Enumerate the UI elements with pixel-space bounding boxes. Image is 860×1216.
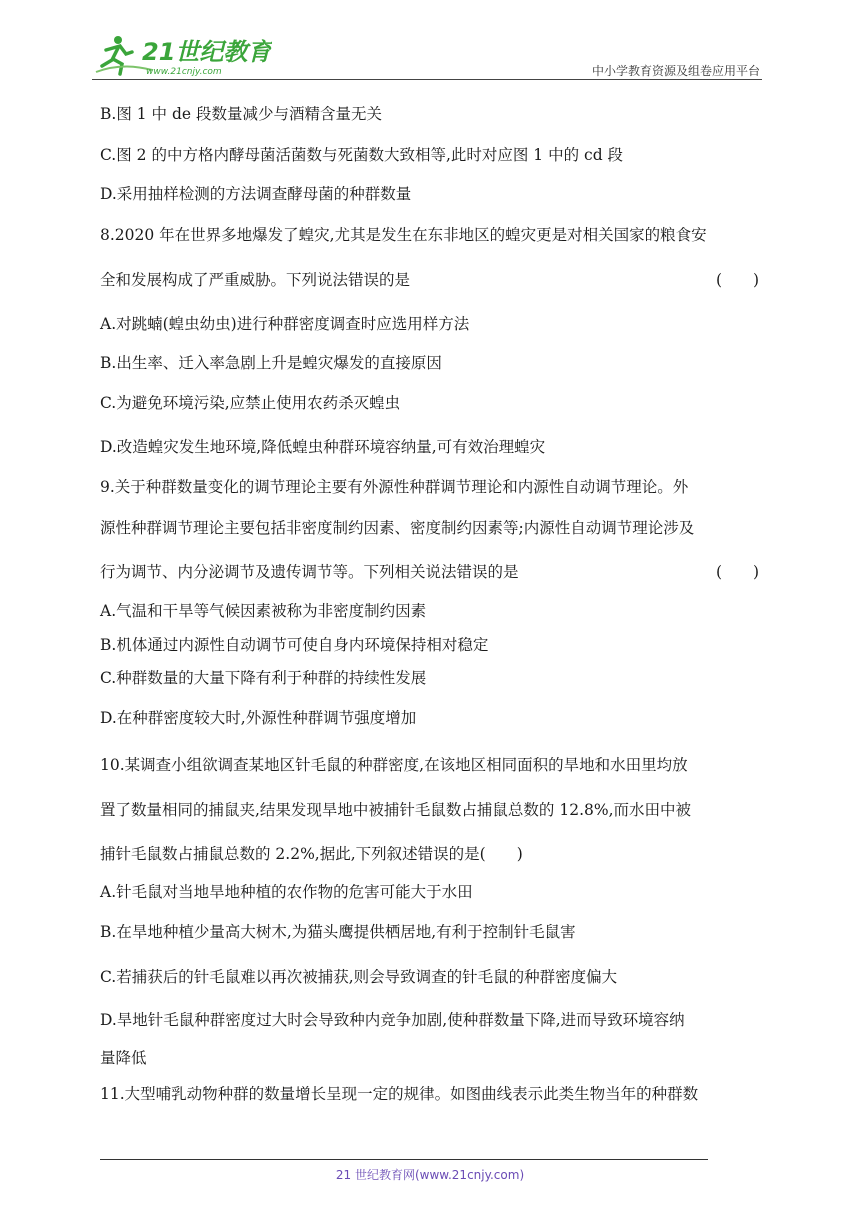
logo-text: 21世纪教育: [142, 38, 272, 66]
answer-paren: ( ): [716, 271, 760, 289]
site-logo[interactable]: [92, 32, 272, 78]
text-line: B.图 1 中 de 段数量减少与酒精含量无关: [100, 105, 382, 123]
question-8-line-1: 8.2020 年在世界多地爆发了蝗灾,尤其是发生在东非地区的蝗灾更是对相关国家的粮食安: [100, 226, 707, 244]
footer-divider: [100, 1159, 708, 1160]
option-b: B.出生率、迁入率急剧上升是蝗灾爆发的直接原因: [100, 354, 442, 372]
option-a: A.气温和干旱等气候因素被称为非密度制约因素: [100, 602, 427, 620]
question-9-line-1: 9.关于种群数量变化的调节理论主要有外源性种群调节理论和内源性自动调节理论。外: [100, 478, 689, 496]
logo-url: www.21cnjy.com: [146, 67, 222, 77]
option-c: C.种群数量的大量下降有利于种群的持续性发展: [100, 669, 427, 687]
option-c: C.为避免环境污染,应禁止使用农药杀灭蝗虫: [100, 394, 401, 412]
question-10-line-2: 置了数量相同的捕鼠夹,结果发现旱地中被捕针毛鼠数占捕鼠总数的 12.8%,而水田中被: [100, 801, 692, 819]
option-a: A.针毛鼠对当地旱地种植的农作物的危害可能大于水田: [100, 883, 473, 901]
question-8-line-2: 全和发展构成了严重威胁。下列说法错误的是: [100, 271, 411, 289]
question-9-line-2: 源性种群调节理论主要包括非密度制约因素、密度制约因素等;内源性自动调节理论涉及: [100, 519, 695, 537]
option-d-line-1: D.旱地针毛鼠种群密度过大时会导致种内竞争加剧,使种群数量下降,进而导致环境容纳: [100, 1011, 685, 1029]
text-line: C.图 2 的中方格内酵母菌活菌数与死菌数大致相等,此时对应图 1 中的 cd 段: [100, 146, 624, 164]
site-name: 中小学教育资源及组卷应用平台: [591, 64, 760, 78]
question-10-line-1: 10.某调查小组欲调查某地区针毛鼠的种群密度,在该地区相同面积的旱地和水田里均放: [100, 756, 688, 774]
option-b: B.在旱地种植少量高大树木,为猫头鹰提供栖居地,有利于控制针毛鼠害: [100, 923, 576, 941]
page-header: [92, 32, 760, 80]
question-9-line-3: 行为调节、内分泌调节及遗传调节等。下列相关说法错误的是: [100, 563, 519, 581]
option-d-line-2: 量降低: [100, 1049, 147, 1067]
option-d: D.改造蝗灾发生地环境,降低蝗虫种群环境容纳量,可有效治理蝗灾: [100, 438, 546, 456]
footer-link[interactable]: 21 世纪教育网(www.21cnjy.com): [335, 1168, 525, 1182]
question-11-line-1: 11.大型哺乳动物种群的数量增长呈现一定的规律。如图曲线表示此类生物当年的种群数: [100, 1085, 699, 1103]
text-line: D.采用抽样检测的方法调查酵母菌的种群数量: [100, 185, 412, 203]
answer-paren: ( ): [716, 563, 760, 581]
option-d: D.在种群密度较大时,外源性种群调节强度增加: [100, 709, 417, 727]
option-a: A.对跳蝻(蝗虫幼虫)进行种群密度调查时应选用样方法: [100, 315, 470, 333]
header-divider: [92, 79, 762, 80]
option-b: B.机体通过内源性自动调节可使自身内环境保持相对稳定: [100, 636, 489, 654]
option-c: C.若捕获后的针毛鼠难以再次被捕获,则会导致调查的针毛鼠的种群密度偏大: [100, 968, 618, 986]
question-10-line-3: 捕针毛鼠数占捕鼠总数的 2.2%,据此,下列叙述错误的是( ): [100, 845, 523, 863]
